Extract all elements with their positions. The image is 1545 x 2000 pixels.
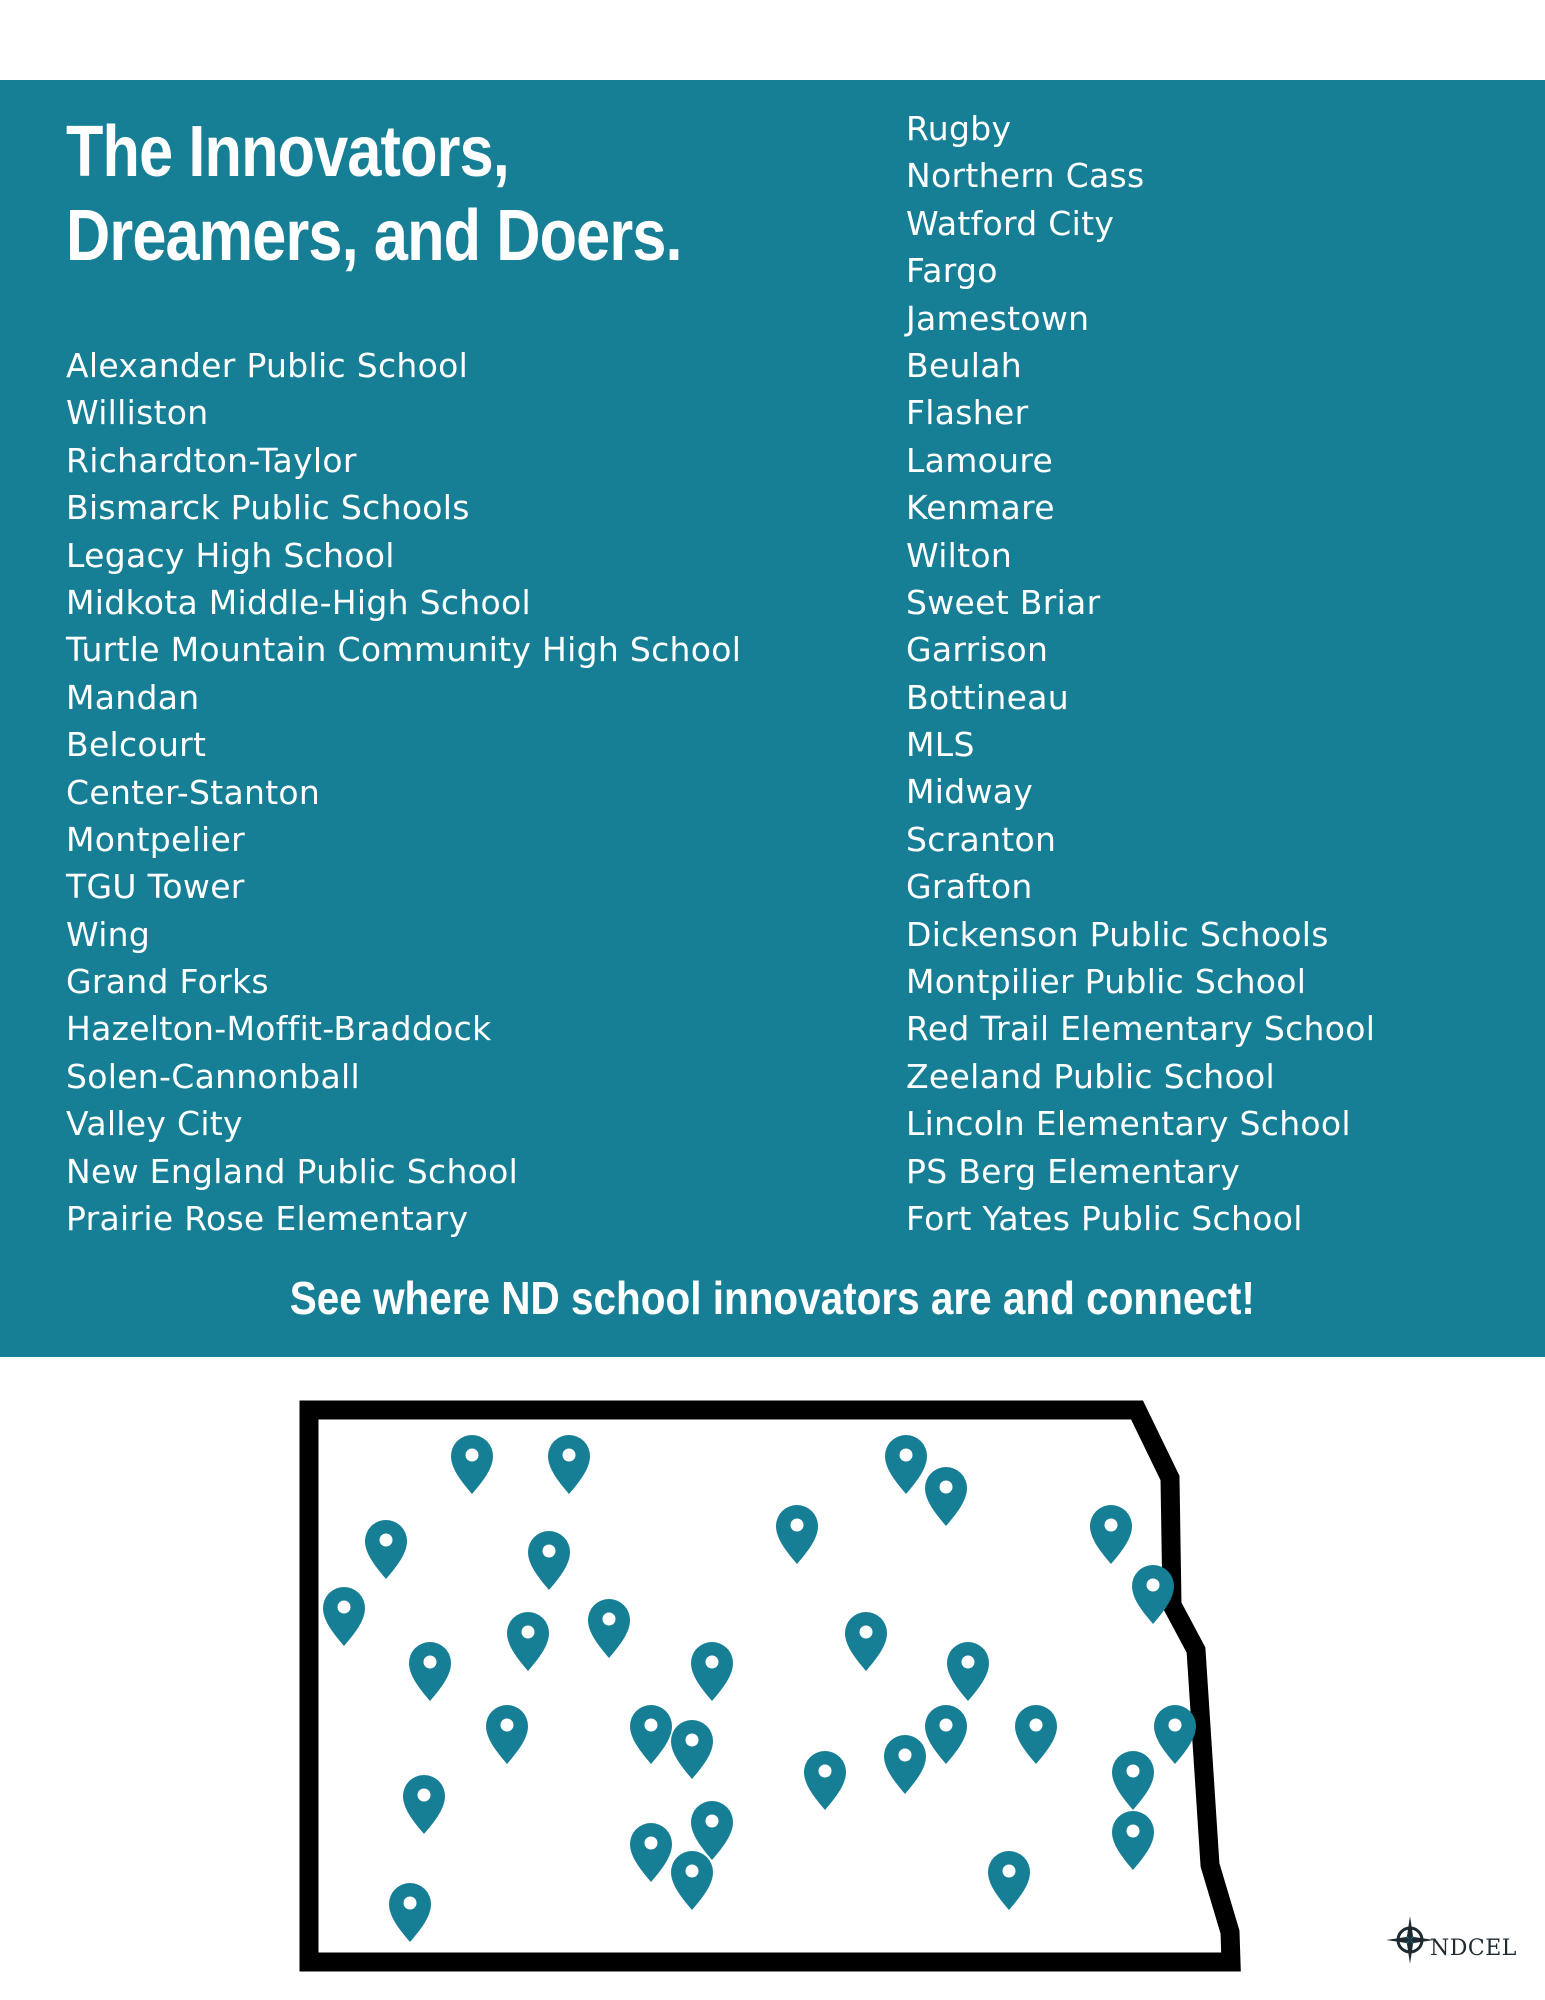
page-title	[66, 110, 763, 278]
ndcel-logo	[1382, 1908, 1522, 1968]
school-item: Center-Stanton	[66, 772, 321, 812]
title-line-2: Dreamers, and Doers.	[66, 196, 682, 276]
school-item: Kenmare	[906, 488, 1055, 528]
school-item: Zeeland Public School	[906, 1056, 1275, 1096]
school-item: TGU Tower	[66, 867, 245, 907]
school-item: Belcourt	[66, 725, 207, 765]
school-item: Beulah	[906, 345, 1022, 385]
school-item: New England Public School	[66, 1151, 519, 1191]
school-item: Grand Forks	[66, 962, 269, 1002]
title-line-1: The Innovators,	[66, 112, 509, 192]
school-item: Red Trail Elementary School	[906, 1009, 1376, 1049]
school-item: Turtle Mountain Community High School	[66, 630, 742, 670]
school-item: Montpelier	[66, 819, 245, 859]
school-item: Midway	[906, 772, 1034, 812]
school-item: Northern Cass	[906, 156, 1145, 196]
school-list-right	[906, 105, 1375, 1242]
school-item: Hazelton-Moffit-Braddock	[66, 1009, 492, 1049]
school-item: PS Berg Elementary	[906, 1151, 1241, 1191]
school-item: Bismarck Public Schools	[66, 488, 470, 528]
north-dakota-map[interactable]	[0, 1357, 1545, 2000]
school-item: Flasher	[906, 393, 1029, 433]
cta-label: See where ND school innovators are and connect!	[289, 1272, 1256, 1324]
logo-text: NDCEL	[1430, 1936, 1517, 1961]
school-item: Midkota Middle-High School	[66, 582, 531, 622]
school-item: Lamoure	[906, 440, 1054, 480]
school-item: Bottineau	[906, 677, 1069, 717]
school-item: Grafton	[906, 867, 1033, 907]
school-item: Mandan	[66, 677, 200, 717]
school-item: Prairie Rose Elementary	[66, 1199, 469, 1239]
school-list-left	[66, 342, 741, 1242]
school-item: Scranton	[906, 819, 1057, 859]
school-item: Lincoln Elementary School	[906, 1104, 1351, 1144]
school-item: Valley City	[66, 1104, 243, 1144]
cta-text	[0, 1268, 1545, 1328]
school-item: Jamestown	[906, 298, 1090, 338]
school-item: Fort Yates Public School	[906, 1198, 1303, 1238]
school-item: Wilton	[906, 535, 1013, 575]
state-outline	[309, 1410, 1231, 1962]
school-item: Alexander Public School	[66, 346, 469, 385]
school-item: Watford City	[906, 203, 1115, 243]
school-item: Wing	[66, 914, 151, 954]
school-item: Dickenson Public Schools	[906, 914, 1329, 954]
school-item: Williston	[66, 393, 209, 433]
school-item: Rugby	[906, 109, 1012, 148]
school-item: Solen-Cannonball	[66, 1056, 360, 1096]
school-item: Legacy High School	[66, 535, 395, 575]
school-item: Garrison	[906, 630, 1049, 670]
school-item: MLS	[906, 725, 975, 765]
school-item: Sweet Briar	[906, 582, 1101, 622]
school-item: Montpilier Public School	[906, 962, 1307, 1002]
school-item: Richardton-Taylor	[66, 440, 357, 480]
school-item: Fargo	[906, 251, 998, 291]
